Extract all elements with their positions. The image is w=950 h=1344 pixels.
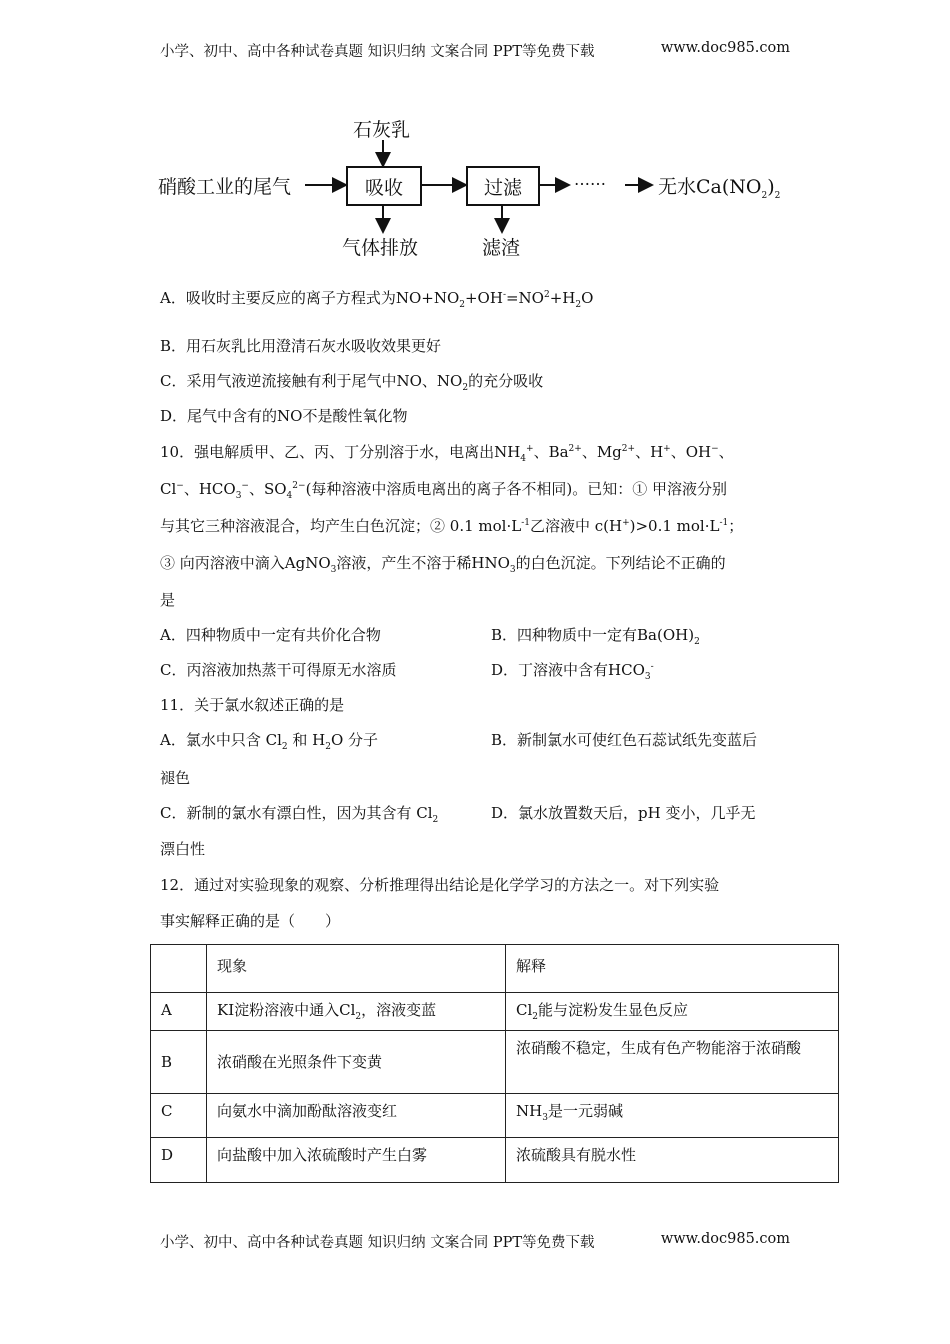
row-label: D (151, 1138, 207, 1183)
page-footer (160, 1231, 790, 1252)
footer-link[interactable]: www.doc985.com (660, 1231, 790, 1247)
question-10-line: ③ 向丙溶液中滴入AgNO$_3$溶液，产生不溶于稀$HNO_3$的白色沉淀。下列结论不正确的 (160, 554, 726, 575)
table-row (151, 993, 839, 1031)
phenomenon-cell: 向氨水中滴加酚酞溶液变红 (207, 1094, 506, 1138)
table-header-row (151, 945, 839, 993)
option-11c: C．新制的氯水有漂白性，因为其含有 $Cl_2$ (160, 804, 439, 825)
header-cell: 解释 (506, 945, 839, 993)
absorb-box: 吸收 (346, 166, 422, 206)
question-10-line: Cl−、$HCO_3^-$、$SO_4^{2-}$(每种溶液中溶质电离出的离子各不相同)。已知：① 甲溶液分别 (160, 480, 728, 501)
question-12: 12．通过对实验现象的观察、分析推理得出结论是化学学习的方法之一。对下列实验 (160, 876, 720, 894)
footer-text: 小学、初中、高中各种试卷真题 知识归纳 文案合同 PPT等免费下载 (160, 1235, 595, 1251)
tail-gas-label: 硝酸工业的尾气 (158, 176, 292, 198)
gas-emission-label: 气体排放 (342, 237, 419, 259)
option-10d: D．丁溶液中含有$HCO_3^-$ (491, 661, 654, 682)
option-10c: C．丙溶液加热蒸干可得原无水溶质 (160, 661, 397, 679)
table-row (151, 1138, 839, 1183)
header-link[interactable]: www.doc985.com (660, 40, 790, 56)
option-10b: B．四种物质中一定有$Ba(OH)_2$ (491, 626, 700, 647)
table-row (151, 1094, 839, 1138)
header-cell: 现象 (207, 945, 506, 993)
diagram-arrows (0, 0, 950, 280)
option-10a: A．四种物质中一定有共价化合物 (160, 626, 381, 644)
question-10-line: 10．强电解质甲、乙、丙、丁分别溶于水，电离出$NH_4^+$、$Ba^{2+}$、$Mg^{2+}$、H+、OH−、 (160, 443, 734, 464)
lime-milk-label: 石灰乳 (353, 119, 411, 141)
question-12-cont: 事实解释正确的是（ ） (160, 912, 341, 930)
option-11d: D．氯水放置数天后，pH 变小，几乎无 (491, 804, 756, 822)
question-10-line: 与其它三种溶液混合，均产生白色沉淀；② 0.1 $mol\cdot L^{-1}$乙溶液中 c(H+)>0.1 $mol\cdot L^{-1}$； (160, 517, 744, 535)
phenomenon-cell: 浓硝酸在光照条件下变黄 (207, 1031, 506, 1094)
row-label: C (151, 1094, 207, 1138)
question-11: 11．关于氯水叙述正确的是 (160, 696, 345, 714)
filter-box: 过滤 (466, 166, 540, 206)
product-label: 无水$Ca(NO_2)_2$ (658, 176, 781, 201)
row-label: B (151, 1031, 207, 1094)
header-cell (151, 945, 207, 993)
option-9c: C．采用气液逆流接触有利于尾气中NO、$NO_2$的充分吸收 (160, 372, 544, 393)
option-9b: B．用石灰乳比用澄清石灰水吸收效果更好 (160, 337, 442, 355)
option-9a: A．吸收时主要反应的离子方程式为$NO+NO_2+OH^-=NO^2+H_2O$ (160, 289, 594, 310)
question-10-line: 是 (160, 591, 176, 609)
option-11a: A．氯水中只含 $Cl_2$ 和 $H_2O$ 分子 (160, 731, 379, 752)
header-text: 小学、初中、高中各种试卷真题 知识归纳 文案合同 PPT等免费下载 (160, 44, 595, 60)
residue-label: 滤渣 (482, 237, 521, 259)
experiment-table (150, 944, 839, 1183)
explanation-cell: $Cl_2$能与淀粉发生显色反应 (506, 993, 839, 1031)
phenomenon-cell: 向盐酸中加入浓硫酸时产生白雾 (207, 1138, 506, 1183)
option-11d-cont: 漂白性 (160, 840, 206, 858)
option-11b: B．新制氯水可使红色石蕊试纸先变蓝后 (491, 731, 758, 749)
option-11b-cont: 褪色 (160, 769, 191, 787)
row-label: A (151, 993, 207, 1031)
option-9d: D．尾气中含有的NO不是酸性氧化物 (160, 407, 408, 425)
table-row (151, 1031, 839, 1094)
explanation-cell: 浓硫酸具有脱水性 (506, 1138, 839, 1183)
explanation-cell: $NH_3$是一元弱碱 (506, 1094, 839, 1138)
explanation-cell: 浓硝酸不稳定，生成有色产物能溶于浓硝酸 (506, 1031, 839, 1094)
ellipsis: …… (574, 170, 606, 189)
phenomenon-cell: KI淀粉溶液中通入$Cl_2$，溶液变蓝 (207, 993, 506, 1031)
